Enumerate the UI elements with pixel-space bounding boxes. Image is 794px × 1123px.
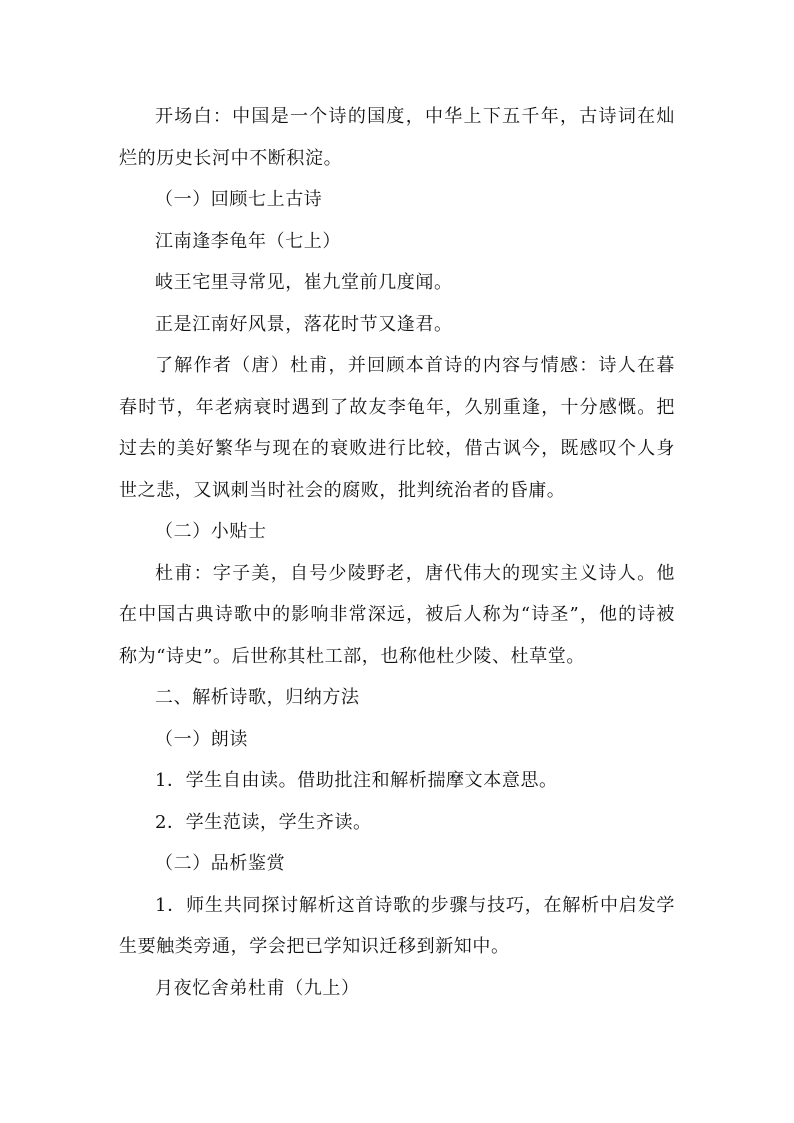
poem-line-1: 岐王宅里寻常见，崔九堂前几度闻。 (155, 272, 453, 293)
section-heading-analysis: 二、解析诗歌，归纳方法 (155, 687, 360, 708)
section-heading-review: （一）回顾七上古诗 (155, 189, 323, 210)
opening-paragraph: 开场白：中国是一个诗的国度，中华上下五千年，古诗词在灿烂的历史长河中不断积淀。 (119, 106, 675, 169)
poem-title: 江南逢李龟年（七上） (155, 230, 341, 252)
section-heading-tips: （二）小贴士 (155, 521, 267, 542)
next-poem-title: 月夜忆舍弟杜甫（九上） (155, 977, 360, 999)
subheading-reading: （一）朗读 (155, 728, 248, 750)
list-item-1: 1．学生自由读。借助批注和解析揣摩文本意思。 (155, 770, 558, 791)
appreciation-paragraph: 1．师生共同探讨解析这首诗歌的步骤与技巧，在解析中启发学生要触类旁通，学会把已学知识迁移到新知中。 (119, 894, 675, 957)
document-body (119, 96, 675, 1009)
poem-line-2: 正是江南好风景，落花时节又逢君。 (155, 313, 453, 335)
author-bio-paragraph: 杜甫：字子美，自号少陵野老，唐代伟大的现实主义诗人。他在中国古典诗歌中的影响非常深远，被后人称为“诗圣”，他的诗被称为“诗史”。后世称其杜工部，也称他杜少陵、杜草堂。 (119, 562, 675, 667)
subheading-appreciation: （二）品析鉴赏 (155, 853, 286, 874)
list-item-2: 2．学生范读，学生齐读。 (155, 811, 372, 833)
author-analysis-paragraph: 了解作者（唐）杜甫，并回顾本首诗的内容与情感：诗人在暮春时节，年老病衰时遇到了故友李龟年，久别重逢，十分感慨。把过去的美好繁华与现在的衰败进行比较，借古讽今，既感叹个人身世之悲，又讽刺当时社会的腐败，批判统治者的昏庸。 (119, 355, 675, 501)
